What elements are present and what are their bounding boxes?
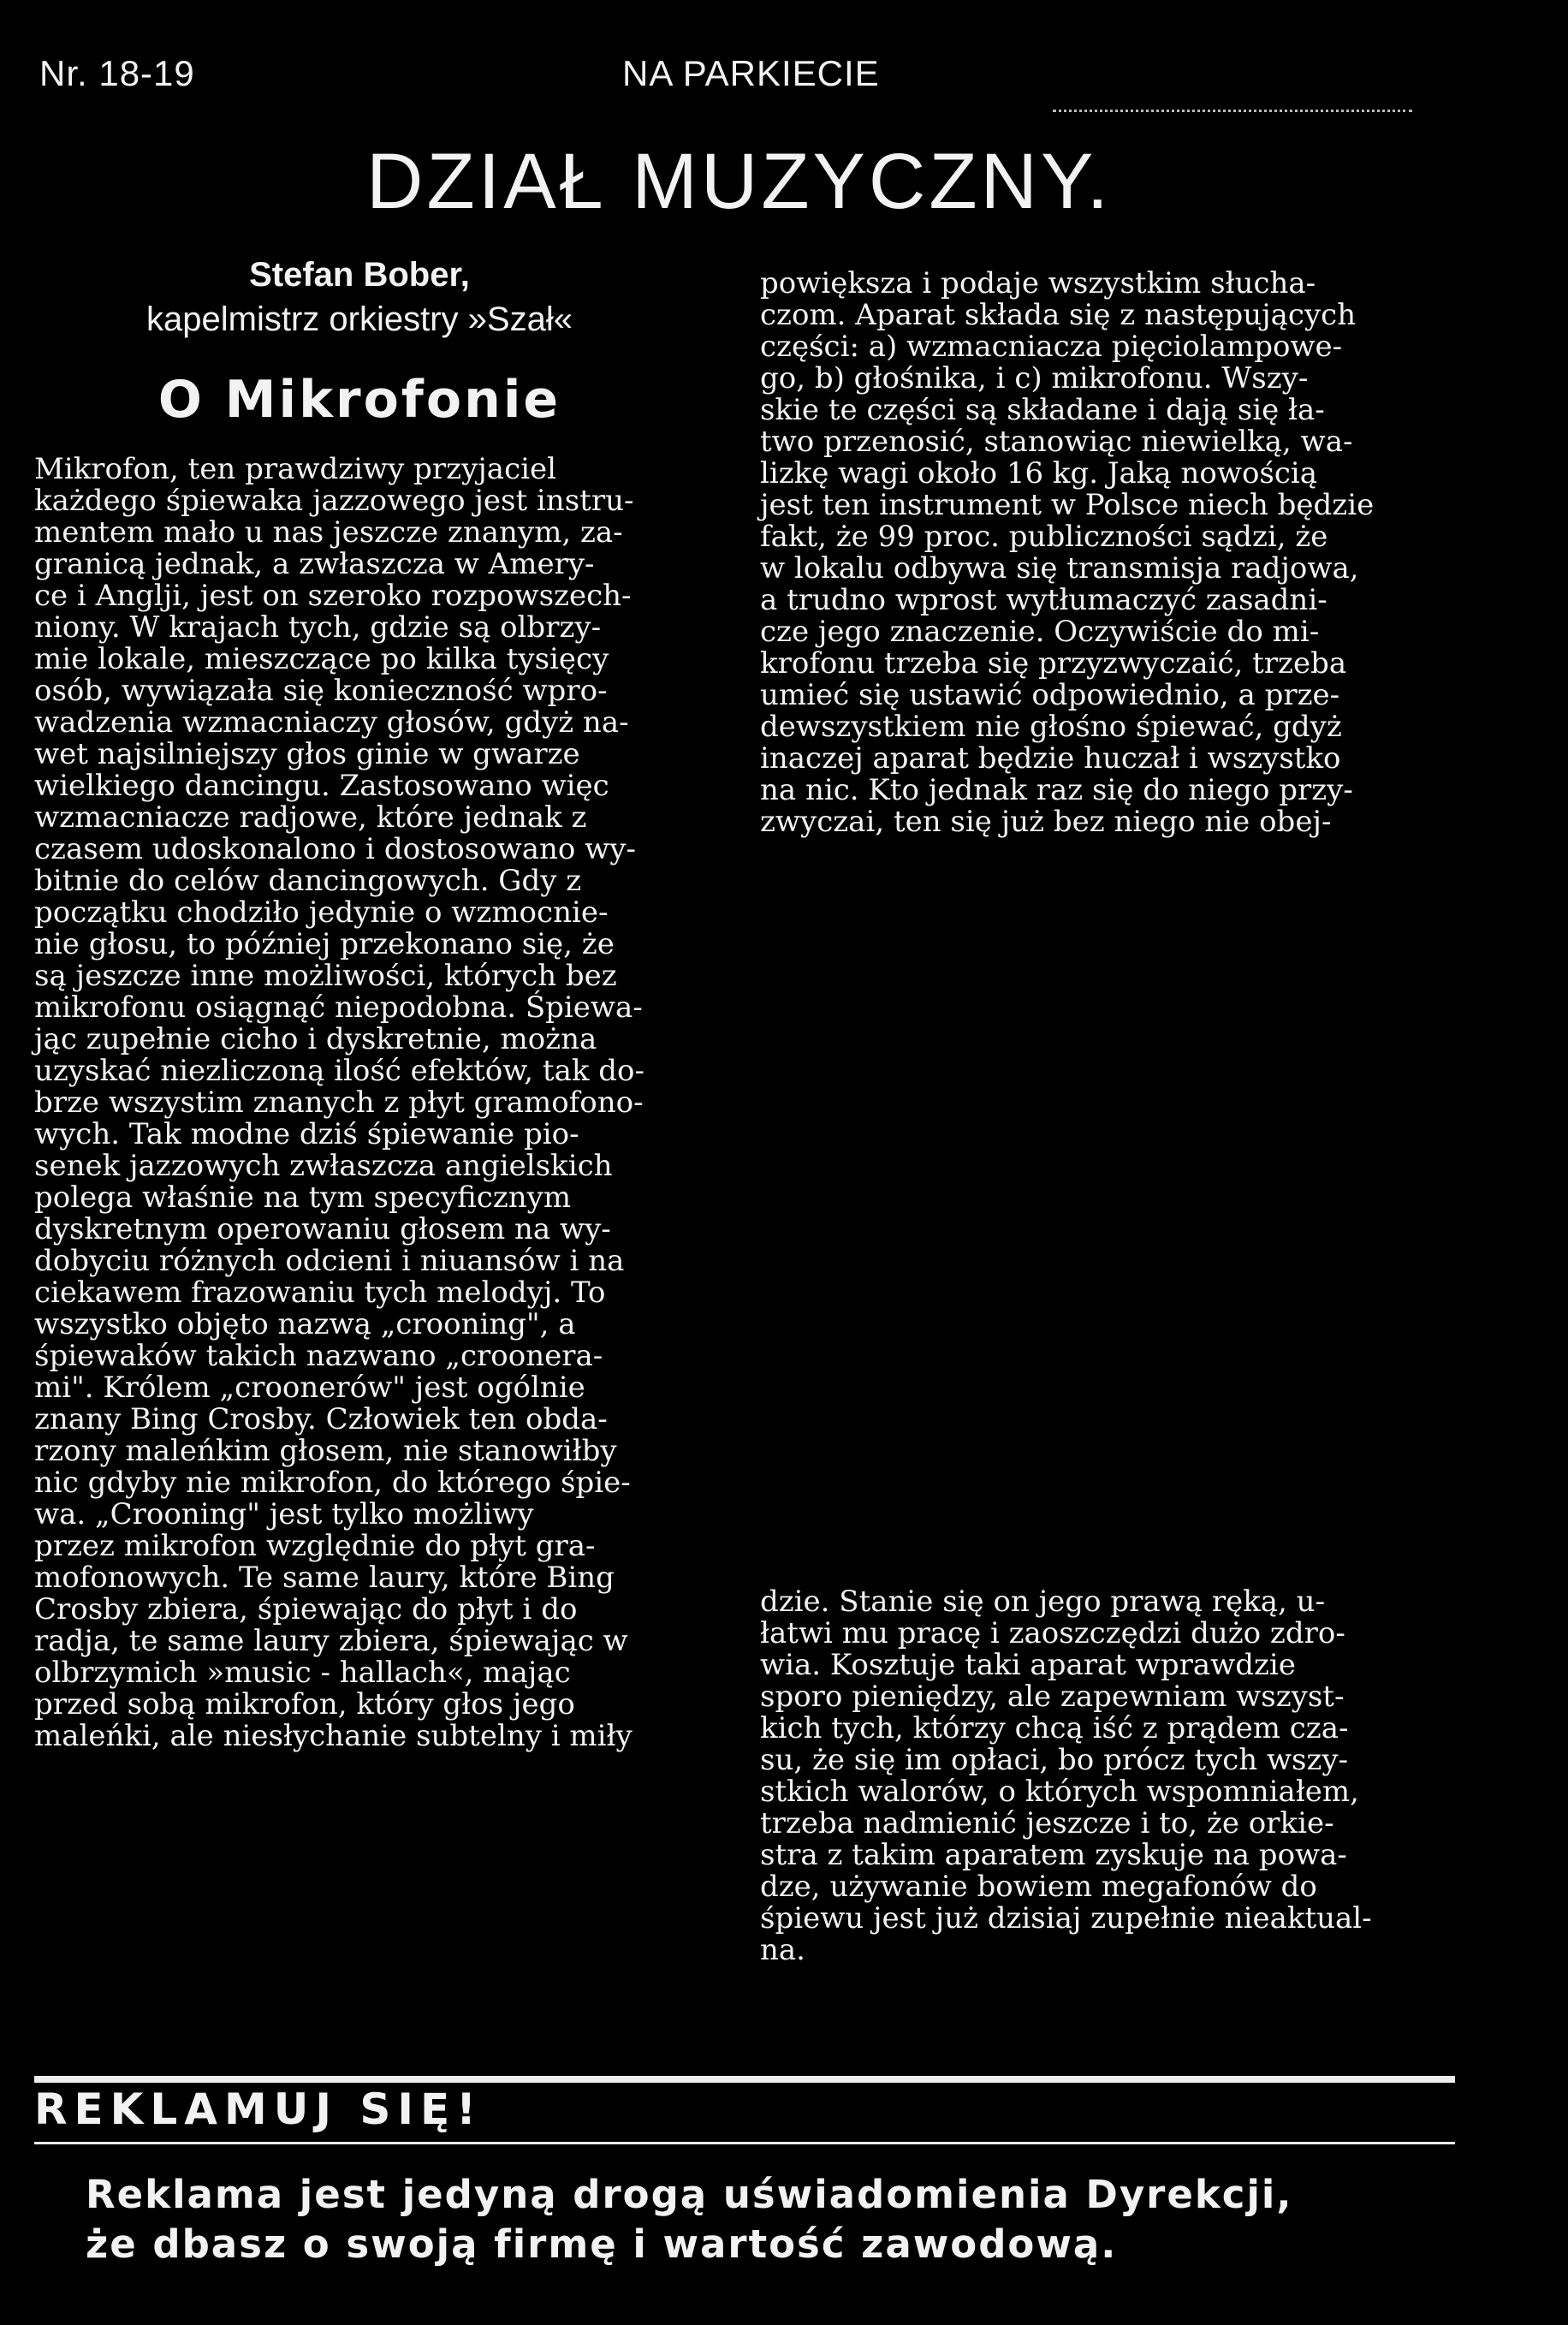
text-line: granicą jednak, a zwłaszcza w Amery- <box>34 547 595 581</box>
section-title: DZIAŁ MUZYCZNY. <box>366 138 1113 225</box>
ad-text-line: że dbasz o swoją firmę i wartość zawodową. <box>86 2221 1118 2267</box>
text-line: Crosby zbiera, śpiewając do płyt i do <box>34 1592 578 1626</box>
text-line: ciekawem frazowaniu tych melodyj. To <box>34 1275 606 1310</box>
text-line: go, b) głośnika, i c) mikrofonu. Wszy- <box>760 361 1309 395</box>
text-line: su, że się im opłaci, bo prócz tych wszy- <box>760 1743 1349 1777</box>
text-line: fakt, że 99 proc. publiczności sądzi, że <box>760 520 1328 554</box>
text-line: brze wszystim znanych z płyt gramofono- <box>34 1085 644 1120</box>
text-line: a trudno wprost wytłumaczyć zasadni- <box>760 583 1327 617</box>
text-line: każdego śpiewaka jazzowego jest instru- <box>34 484 634 518</box>
text-line: lizkę wagi około 16 kg. Jaką nowością <box>760 456 1318 491</box>
text-line: mentem mało u nas jeszcze znanym, za- <box>34 515 623 550</box>
text-line: śpiewu jest już dzisiaj zupełnie nieaktual- <box>760 1901 1372 1936</box>
text-line: na. <box>760 1933 805 1967</box>
text-line: cze jego znaczenie. Oczywiście do mi- <box>760 615 1320 649</box>
text-line: rzony maleńkim głosem, nie stanowiłby <box>34 1434 617 1468</box>
author-name: Stefan Bober, <box>249 256 470 294</box>
text-line: skie te części są składane i dają się ła- <box>760 393 1325 427</box>
text-line: czom. Aparat składa się z następujących <box>760 298 1357 332</box>
text-line: powiększa i podaje wszystkim słucha- <box>760 266 1316 300</box>
ad-text-line: Reklama jest jedyną drogą uświadomienia Dyrekcji, <box>86 2172 1293 2217</box>
text-line: jest ten instrument w Polsce niech będzie <box>760 488 1375 522</box>
article-column-left <box>34 454 706 1752</box>
text-line: dobyciu różnych odcieni i niuansów i na <box>34 1244 625 1278</box>
text-line: śpiewaków takich nazwano „croonera- <box>34 1339 603 1373</box>
text-line: przed sobą mikrofon, który głos jego <box>34 1687 575 1721</box>
header-divider <box>1053 110 1412 112</box>
text-line: przez mikrofon względnie do płyt gra- <box>34 1529 596 1563</box>
text-line: wa. „Crooning" jest tylko możliwy <box>34 1497 534 1531</box>
text-line: mie lokale, mieszczące po kilka tysięcy <box>34 642 609 676</box>
text-line: mofonowych. Te same laury, które Bing <box>34 1561 615 1595</box>
text-line: mikrofonu osiągnąć niepodobna. Śpiewa- <box>34 990 643 1025</box>
text-line: dzie. Stanie się on jego prawą ręką, u- <box>760 1585 1326 1619</box>
text-line: wadzenia wzmacniaczy głosów, gdyż na- <box>34 705 629 740</box>
magazine-title: NA PARKIECIE <box>622 53 880 93</box>
text-line: polega właśnie na tym specyficznym <box>34 1180 572 1215</box>
text-line: wet najsilniejszy głos ginie w gwarze <box>34 737 580 771</box>
text-line: ce i Anglji, jest on szeroko rozpowszech- <box>34 579 632 613</box>
ad-headline: REKLAMUJ SIĘ! <box>34 2084 483 2134</box>
text-line: wia. Kosztuje taki aparat wprawdzie <box>760 1648 1296 1682</box>
text-line: początku chodziło jedynie o wzmocnie- <box>34 895 609 930</box>
text-line: mi". Królem „croonerów" jest ogólnie <box>34 1371 585 1405</box>
text-line: części: a) wzmacniacza pięciolampowe- <box>760 330 1343 364</box>
text-line: wych. Tak modne dziś śpiewanie pio- <box>34 1117 579 1151</box>
text-line: wielkiego dancingu. Zastosowano więc <box>34 769 609 803</box>
text-line: stkich walorów, o których wspomniałem, <box>760 1775 1359 1809</box>
text-line: łatwi mu pracę i zaoszczędzi dużo zdro- <box>760 1616 1345 1650</box>
text-line: wszystko objęto nazwą „crooning", a <box>34 1307 576 1341</box>
text-line: olbrzymich »music - hallach«, mając <box>34 1656 571 1690</box>
text-line: radja, te same laury zbiera, śpiewając w <box>34 1624 628 1658</box>
text-line: bitnie do celów dancingowych. Gdy z <box>34 864 582 898</box>
text-line: maleńki, ale niesłychanie subtelny i miły <box>34 1719 633 1753</box>
text-line: jąc zupełnie cicho i dyskretnie, można <box>34 1022 597 1056</box>
text-line: umieć się ustawić odpowiednio, a prze- <box>760 678 1340 712</box>
text-line: inaczej aparat będzie huczał i wszystko <box>760 741 1341 776</box>
text-line: są jeszcze inne możliwości, których bez <box>34 959 617 993</box>
text-line: uzyskać niezliczoną ilość efektów, tak do- <box>34 1054 644 1088</box>
text-line: kich tych, którzy chcą iść z prądem cza- <box>760 1711 1349 1745</box>
article-column-right-bottom <box>760 1586 1455 1966</box>
text-line: znany Bing Crosby. Człowiek ten obda- <box>34 1402 608 1436</box>
text-line: dyskretnym operowaniu głosem na wy- <box>34 1212 611 1246</box>
article-column-right-top <box>760 268 1455 838</box>
text-line: trzeba nadmienić jeszcze i to, że orkie- <box>760 1806 1334 1840</box>
text-line: stra z takim aparatem zyskuje na powa- <box>760 1838 1347 1872</box>
issue-number: Nr. 18-19 <box>39 53 195 93</box>
text-line: na nic. Kto jednak raz się do niego przy- <box>760 773 1353 807</box>
text-line: czasem udoskonalono i dostosowano wy- <box>34 832 636 866</box>
text-line: niony. W krajach tych, gdzie są olbrzy- <box>34 610 602 645</box>
text-line: two przenosić, stanowiąc niewielką, wa- <box>760 425 1353 459</box>
text-line: dze, używanie bowiem megafonów do <box>760 1870 1317 1904</box>
text-line: zwyczai, ten się już bez niego nie obej- <box>760 805 1332 839</box>
text-line: nie głosu, to później przekonano się, że <box>34 927 615 961</box>
article-title: O Mikrofonie <box>157 370 561 430</box>
text-line: dewszystkiem nie głośno śpiewać, gdyż <box>760 710 1342 744</box>
ad-headline-underline <box>34 2142 1455 2144</box>
text-line: Mikrofon, ten prawdziwy przyjaciel <box>34 452 556 486</box>
text-line: sporo pieniędzy, ale zapewniam wszyst- <box>760 1680 1345 1714</box>
text-line: osób, wywiązała się konieczność wpro- <box>34 674 608 708</box>
text-line: senek jazzowych zwłaszcza angielskich <box>34 1149 613 1183</box>
text-line: krofonu trzeba się przyzwyczaić, trzeba <box>760 646 1347 681</box>
author-role: kapelmistrz orkiestry »Szał« <box>146 300 573 338</box>
text-line: wzmacniacze radjowe, które jednak z <box>34 800 587 835</box>
text-line: nic gdyby nie mikrofon, do którego śpie- <box>34 1466 631 1500</box>
text-line: w lokalu odbywa się transmisja radjowa, <box>760 551 1359 586</box>
